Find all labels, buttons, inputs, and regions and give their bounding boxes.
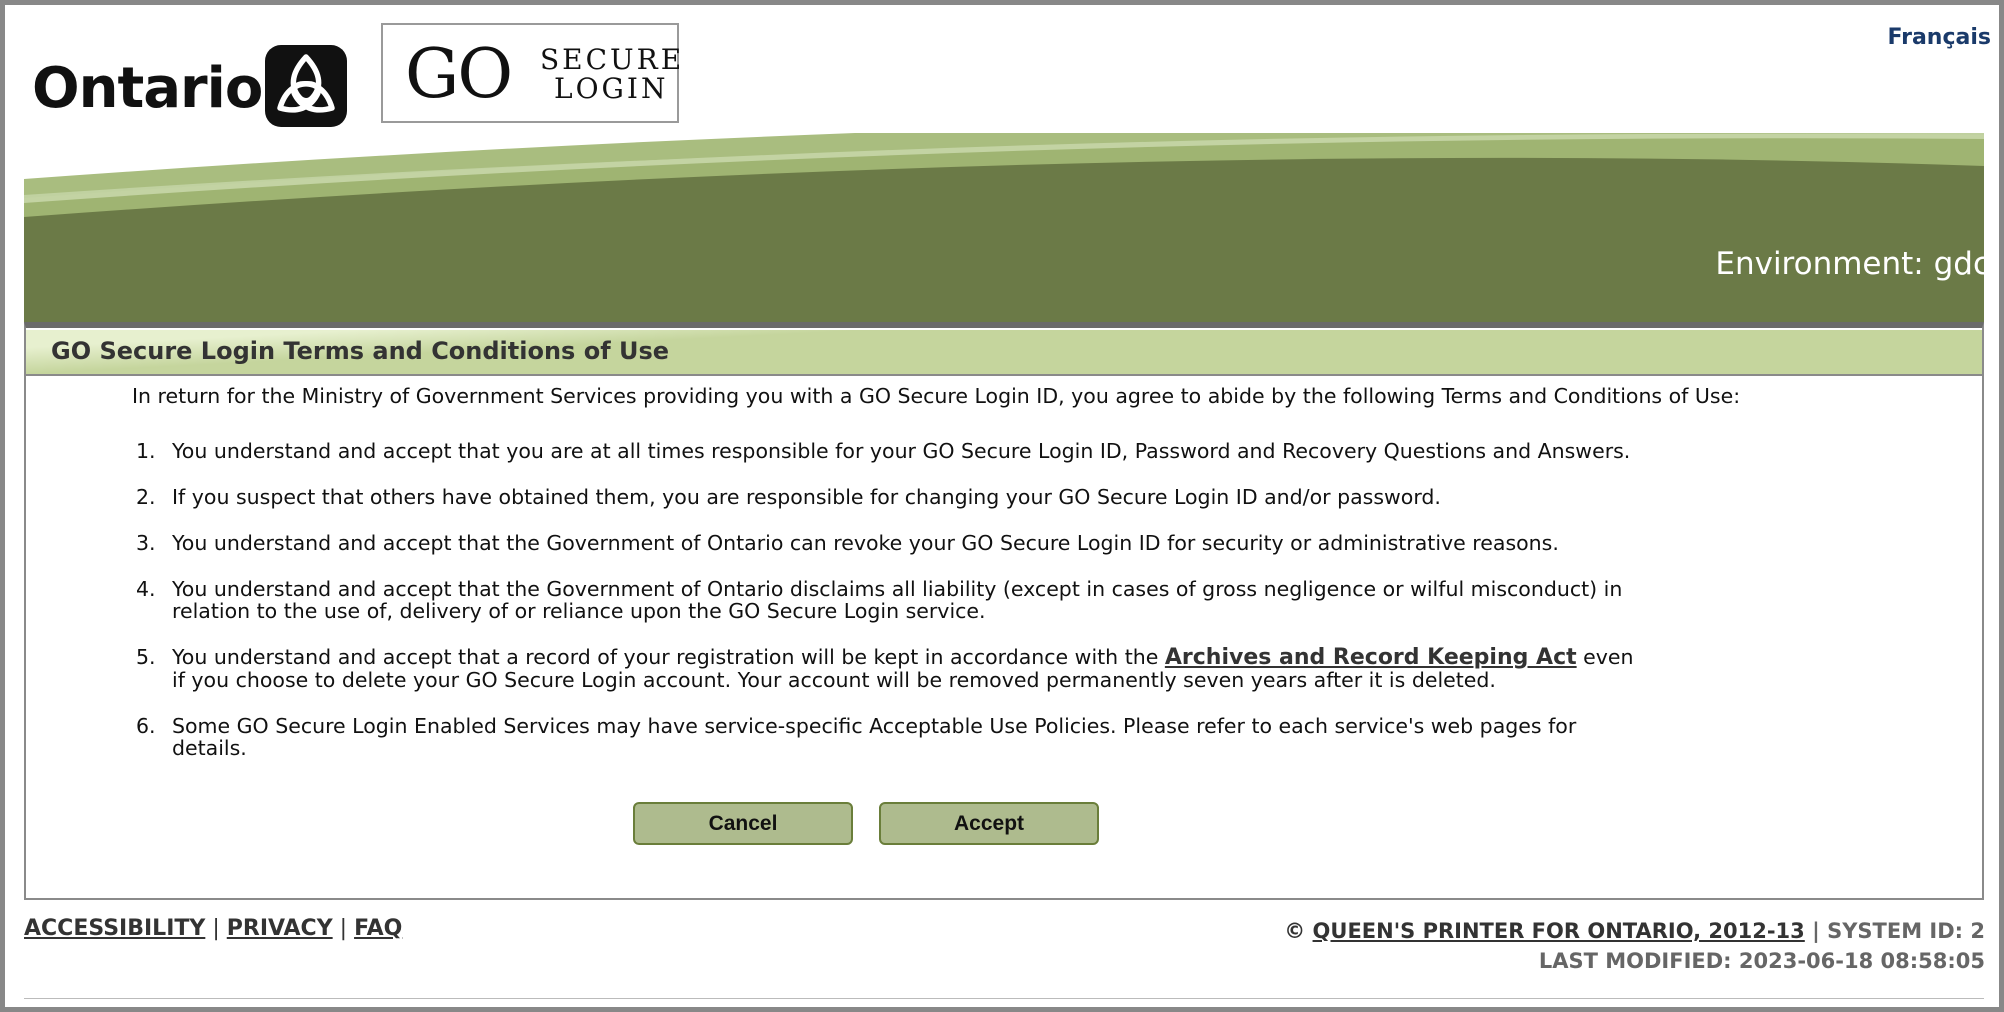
ontario-wordmark: Ontario	[32, 56, 263, 121]
environment-label: Environment: gdc	[1715, 246, 1990, 282]
terms-item-number: 4.	[136, 577, 156, 601]
accept-button[interactable]: Accept	[879, 802, 1099, 845]
footer-divider	[24, 998, 1984, 999]
page-title: GO Secure Login Terms and Conditions of Use	[51, 337, 670, 365]
faq-link[interactable]: FAQ	[354, 916, 403, 941]
terms-item-number: 1.	[136, 439, 156, 463]
trillium-icon	[265, 45, 347, 127]
terms-item-5	[132, 646, 1652, 691]
terms-intro: In return for the Ministry of Government Services providing you with a GO Secure Login ID, you agree to abide by the following Terms and Conditions of Use:	[132, 384, 1741, 408]
terms-item-text: Some GO Secure Login Enabled Services may have service-specific Acceptable Use Policies. Please refer to each service's web pages for details.	[172, 714, 1577, 760]
header-banner	[24, 133, 1984, 322]
terms-panel	[24, 322, 1984, 900]
archives-act-link[interactable]: Archives and Record Keeping Act	[1164, 645, 1577, 670]
terms-item-text-after: even if you choose to delete your GO Secure Login account. Your account will be removed permanently seven years after it is deleted.	[172, 645, 1634, 692]
terms-item-number: 5.	[136, 645, 156, 669]
last-modified: LAST MODIFIED: 2023-06-18 08:58:05	[1538, 949, 1985, 973]
footer-separator: |	[212, 916, 220, 941]
terms-item-text: You understand and accept that the Government of Ontario can revoke your GO Secure Login ID for security or administrative reasons.	[172, 531, 1559, 555]
footer-links	[24, 916, 402, 941]
terms-item-text: If you suspect that others have obtained them, you are responsible for changing your GO Secure Login ID and/or password.	[172, 485, 1441, 509]
accessibility-link[interactable]: ACCESSIBILITY	[24, 916, 206, 941]
terms-item-text-before: You understand and accept that a record of your registration will be kept in accordance with the	[172, 645, 1165, 669]
panel-title-bar	[26, 330, 1982, 376]
terms-item-4	[132, 578, 1652, 622]
terms-item-2	[132, 486, 1652, 508]
go-logo-letters: GO	[405, 35, 512, 114]
system-id: | SYSTEM ID: 2	[1812, 919, 1985, 943]
go-secure-login-logo	[381, 23, 685, 123]
copyright-link[interactable]: QUEEN'S PRINTER FOR ONTARIO, 2012-13	[1312, 919, 1805, 943]
terms-item-text: You understand and accept that you are at all times responsible for your GO Secure Login ID, Password and Recovery Questions and Answers.	[172, 439, 1631, 463]
copyright-line	[1284, 916, 1985, 946]
privacy-link[interactable]: PRIVACY	[226, 916, 333, 941]
copyright-symbol: ©	[1284, 919, 1306, 943]
terms-item-1	[132, 440, 1652, 462]
go-logo-login: LOGIN	[554, 72, 669, 105]
footer-separator: |	[339, 916, 348, 941]
terms-item-number: 6.	[136, 714, 156, 738]
go-logo-secure: SECURE	[540, 43, 685, 76]
ontario-logo	[24, 22, 376, 130]
terms-item-6	[132, 715, 1652, 759]
cancel-button[interactable]: Cancel	[633, 802, 853, 845]
page	[5, 5, 1999, 1007]
terms-item-number: 2.	[136, 485, 156, 509]
terms-item-3	[132, 532, 1652, 554]
terms-item-number: 3.	[136, 531, 156, 555]
language-toggle-link[interactable]: Français	[1887, 25, 1991, 50]
footer-info	[1284, 916, 1985, 976]
terms-list	[132, 440, 1652, 783]
terms-item-text: You understand and accept that the Government of Ontario disclaims all liability (except in cases of gross negligence or wilful misconduct) in relation to the use of, delivery of or reliance upon the GO Secure Login service.	[172, 577, 1623, 623]
